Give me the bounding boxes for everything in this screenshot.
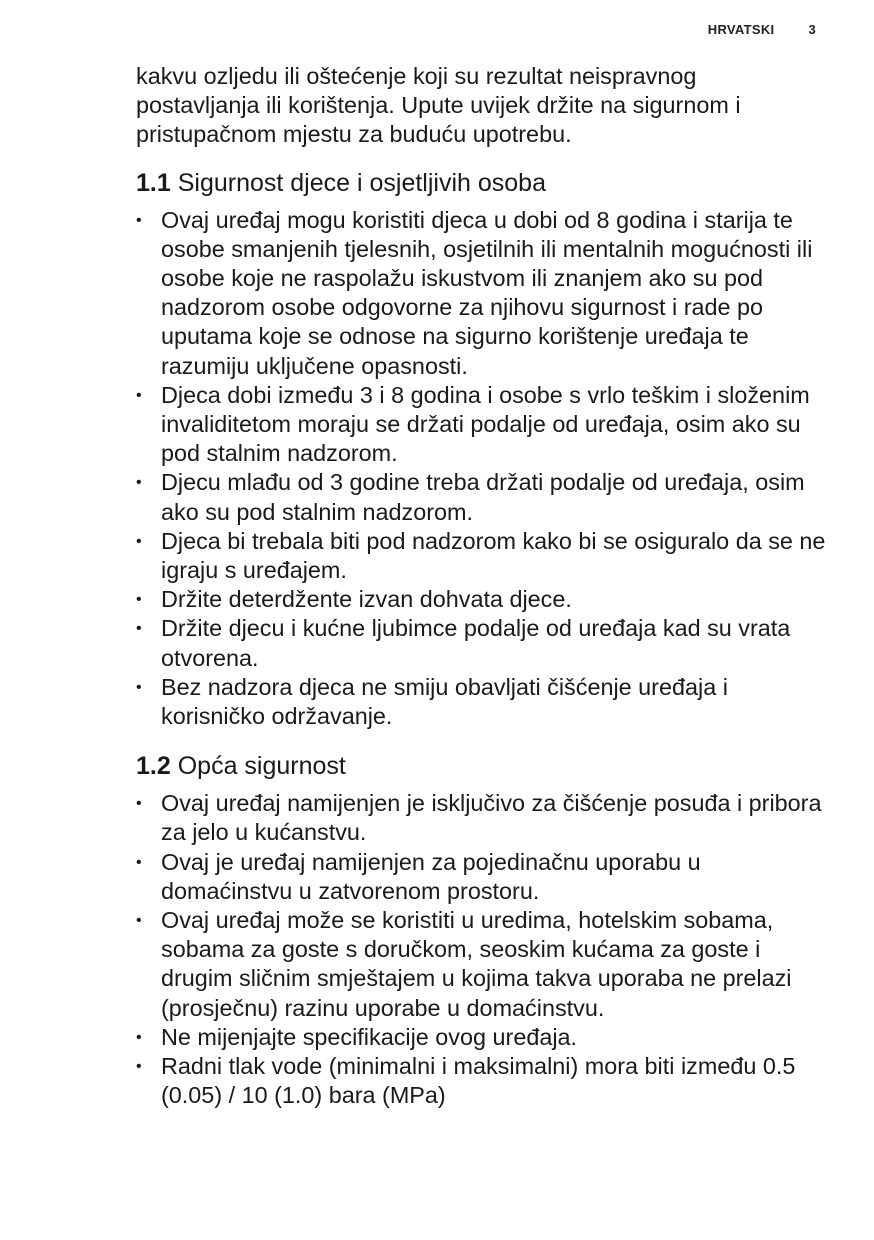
document-body [136, 62, 826, 1111]
page-number: 3 [808, 22, 816, 37]
header-language: HRVATSKI [707, 22, 775, 37]
list-item: • Djeca dobi između 3 i 8 godina i osobe s vrlo teškim i složenim invaliditetom moraju se držati podalje od uređaja, osim ako su pod stalnim nadzorom. [136, 381, 826, 469]
list-item: • Bez nadzora djeca ne smiju obavljati čišćenje uređaja i korisničko održavanje. [136, 673, 826, 731]
section-number: 1.1 [136, 168, 171, 197]
bullet-list-1-1 [136, 206, 826, 732]
section-heading-1-1 [136, 168, 826, 198]
section-title: Sigurnost djece i osjetljivih osoba [177, 168, 546, 197]
list-item: • Ovaj uređaj namijenjen je isključivo za čišćenje posuđa i pribora za jelo u kućanstvu. [136, 789, 826, 847]
section-title: Opća sigurnost [177, 752, 346, 781]
bullet-list-1-2 [136, 789, 826, 1110]
list-item: • Držite djecu i kućne ljubimce podalje od uređaja kad su vrata otvorena. [136, 614, 826, 672]
section-number: 1.2 [136, 752, 171, 781]
list-item: • Radni tlak vode (minimalni i maksimalni) mora biti između 0.5 (0.05) / 10 (1.0) bara (MPa) [136, 1052, 826, 1110]
section-heading-1-2 [136, 751, 826, 781]
list-item: • Djeca bi trebala biti pod nadzorom kako bi se osiguralo da se ne igraju s uređajem. [136, 527, 826, 585]
list-item: • Ovaj uređaj može se koristiti u uredima, hotelskim sobama, sobama za goste s doručkom, seoskim kućama za goste i drugim sličnim smještajem u kojima takva uporaba ne prelazi (prosječnu) razinu uporabe u domaćinstvu. [136, 906, 826, 1023]
list-item: • Djecu mlađu od 3 godine treba držati podalje od uređaja, osim ako su pod stalnim nadzorom. [136, 468, 826, 526]
running-header [708, 22, 816, 37]
list-item: • Držite deterdžente izvan dohvata djece. [136, 585, 826, 614]
list-item: • Ovaj je uređaj namijenjen za pojedinačnu uporabu u domaćinstvu u zatvorenom prostoru. [136, 848, 826, 906]
intro-paragraph: kakvu ozljedu ili oštećenje koji su rezultat neispravnog postavljanja ili korištenja. Upute uvijek držite na sigurnom i pristupačnom mjestu za buduću upotrebu. [136, 63, 741, 148]
list-item: • Ovaj uređaj mogu koristiti djeca u dobi od 8 godina i starija te osobe smanjenih tjelesnih, osjetilnih ili mentalnih mogućnosti ili osobe koje ne raspolažu iskustvom ili znanjem ako su pod nadzorom osobe odgovorne za njihovu sigurnost i rade po uputama koje se odnose na sigurno korištenje uređaja te razumiju uključene opasnosti. [136, 206, 826, 381]
list-item: • Ne mijenjajte specifikacije ovog uređaja. [136, 1023, 826, 1052]
